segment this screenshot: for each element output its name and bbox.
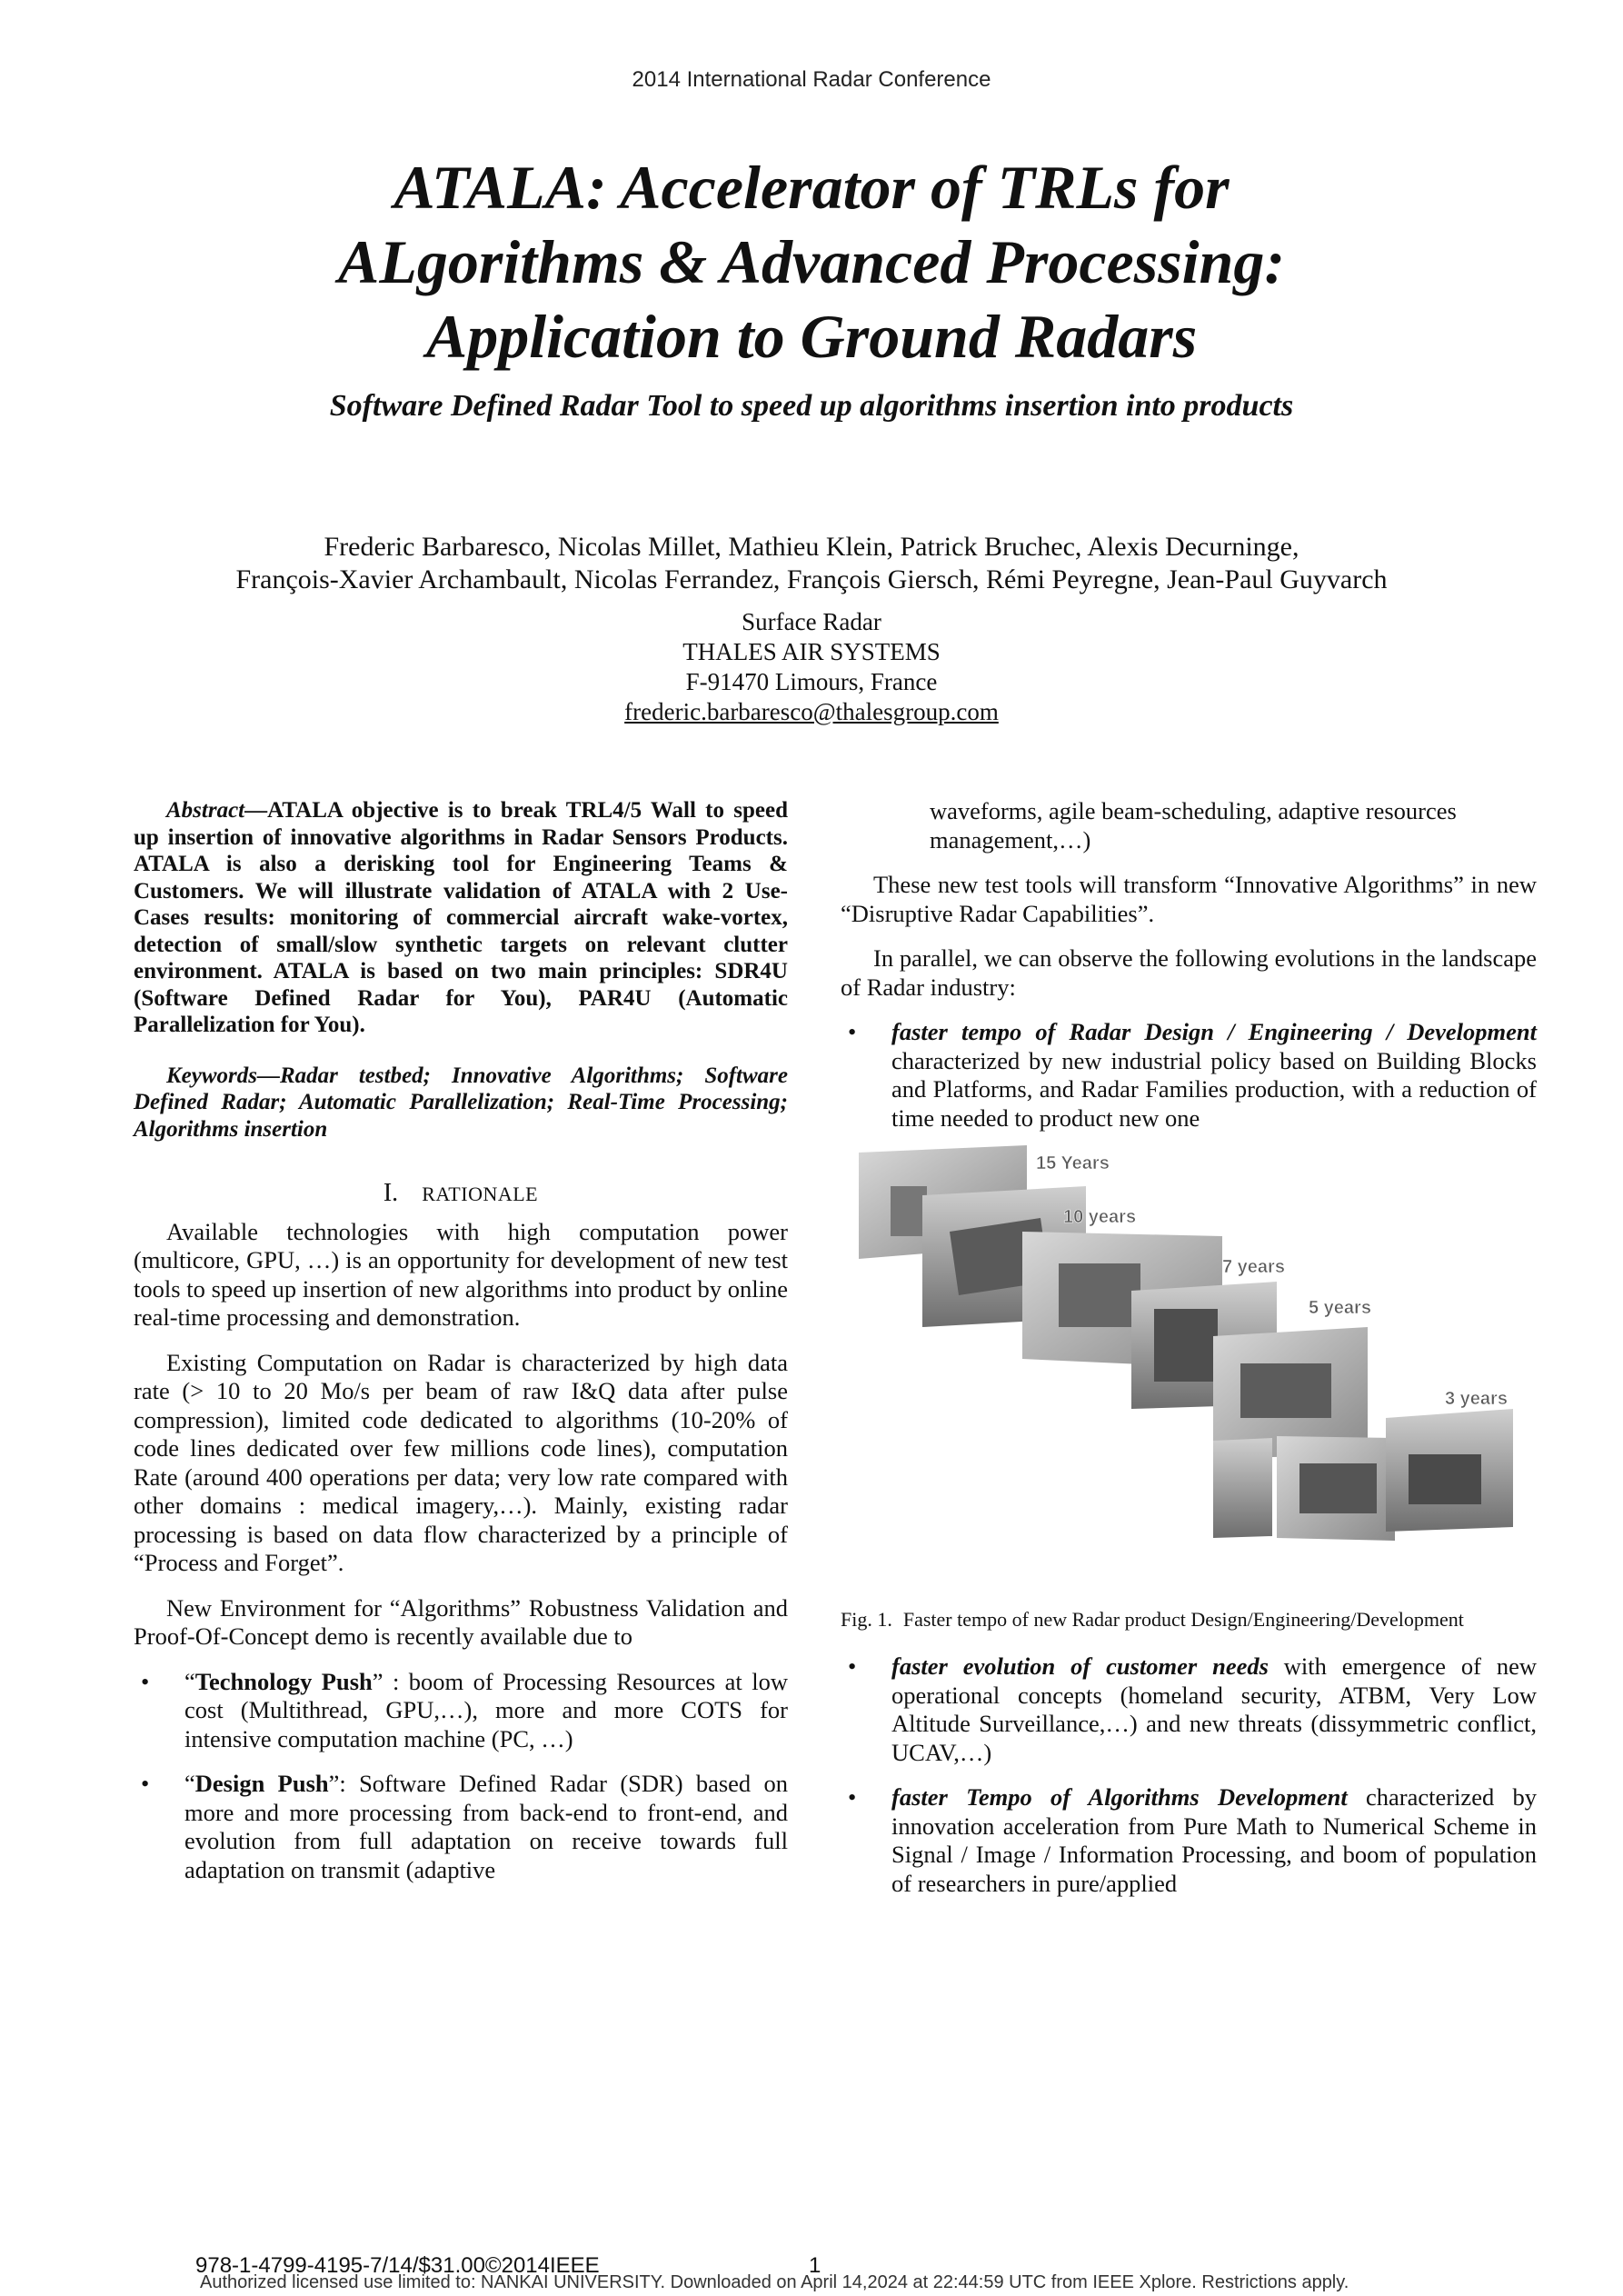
bullet-term: Technology Push bbox=[194, 1667, 373, 1695]
author-email-link[interactable]: frederic.barbaresco@thalesgroup.com bbox=[624, 698, 999, 725]
figure-caption-text: Faster tempo of new Radar product Design/Engineering/Development bbox=[902, 1608, 1464, 1631]
author-line: Frederic Barbaresco, Nicolas Millet, Mathieu Klein, Patrick Bruchec, Alexis Decurninge, bbox=[324, 532, 1299, 562]
license-notice: Authorized licensed use limited to: NANKAI UNIVERSITY. Downloaded on April 14,2024 at 22:44:59 UTC from IEEE Xplore. Restrictions apply. bbox=[200, 2272, 1349, 2292]
authors bbox=[0, 531, 1623, 596]
affiliation-org: THALES AIR SYSTEMS bbox=[682, 638, 941, 665]
figure-radar-timeline bbox=[841, 1145, 1537, 1591]
year-label: 3 years bbox=[1445, 1389, 1508, 1409]
page-number: 1 bbox=[809, 2253, 821, 2278]
title-line: ALgorithms & Advanced Processing: bbox=[337, 227, 1286, 296]
affiliation-dept: Surface Radar bbox=[742, 608, 881, 635]
paper-subtitle: Software Defined Radar Tool to speed up algorithms insertion into products bbox=[329, 389, 1294, 423]
bullet-text: characterized by innovation acceleration from Pure Math to Numerical Scheme in Signal / Image / Information Processing, and boom of population of researchers in pure/applied bbox=[891, 1783, 1537, 1897]
year-label: 7 years bbox=[1222, 1257, 1285, 1277]
year-label: 15 Years bbox=[1036, 1153, 1110, 1173]
keywords-text: —Radar testbed; Innovative Algorithms; Software Defined Radar; Automatic Parallelization; Real-Time Processing; Algorithms insertion bbox=[134, 1063, 788, 1142]
author-line: François-Xavier Archambault, Nicolas Ferrandez, François Giersch, Rémi Peyregne, Jean-Paul Guyvarch bbox=[235, 564, 1388, 594]
radar-photo bbox=[1213, 1436, 1395, 1541]
section-title: RATIONALE bbox=[422, 1183, 539, 1205]
bullet-dot-icon: • bbox=[848, 1652, 857, 1680]
bullet-dot-icon: • bbox=[141, 1770, 150, 1797]
keywords bbox=[134, 1063, 788, 1143]
bullet-dot-icon: • bbox=[848, 1018, 857, 1045]
bullet-continuation: waveforms, agile beam-scheduling, adaptive resources management,…) bbox=[930, 797, 1457, 854]
bullet-text: : Software Defined Radar (SDR) based on more and more processing from back-end to front-end, and evolution from full adaptation on receive towards full adaptation on transmit (adaptive bbox=[184, 1770, 788, 1883]
bullet-text: with emergence of new operational concepts (homeland security, ATBM, Very Low Altitude Surveillance,…) and new threats (dissymmetric conflict, UCAV,…) bbox=[891, 1652, 1537, 1766]
quote-open: “ bbox=[184, 1770, 195, 1797]
section-heading bbox=[134, 1179, 788, 1209]
bullet-item bbox=[841, 1783, 1537, 1898]
figure-label: Fig. 1. bbox=[841, 1608, 892, 1631]
radar-photo bbox=[1386, 1409, 1513, 1532]
affiliation-address: F-91470 Limours, France bbox=[685, 668, 938, 695]
conference-header: 2014 International Radar Conference bbox=[632, 67, 991, 92]
bullet-item bbox=[841, 1018, 1537, 1133]
quote-close: ” bbox=[372, 1667, 383, 1695]
radar-photo-collage bbox=[841, 1145, 1537, 1591]
bullet-term: Design Push bbox=[194, 1770, 329, 1797]
quote-close: ” bbox=[328, 1770, 340, 1797]
right-column bbox=[841, 797, 1537, 1898]
bullet-text: characterized by new industrial policy based on Building Blocks and Platforms, and Radar Families production, with a reduction of time needed to product new one bbox=[891, 1046, 1537, 1132]
bullet-item bbox=[841, 1652, 1537, 1767]
abstract-text: —ATALA objective is to break TRL4/5 Wall to speed up insertion of innovative algorithms in Radar Sensors Products. ATALA is also a derisking tool for Engineering Teams & Customers. We will illustrate validation of ATALA with 2 Use-Cases results: monitoring of commercial aircraft wake-vortex, detection of small/slow synthetic targets on relevant clutter environment. ATALA is based on two main principles: SDR4U (Software Defined Radar for You), PAR4U (Automatic Parallelization for You). bbox=[134, 798, 788, 1037]
bullet-term: faster Tempo of Algorithms Development bbox=[891, 1783, 1348, 1811]
bullet-term: faster tempo of Radar Design / Engineering / Development bbox=[891, 1018, 1537, 1045]
figure-caption bbox=[841, 1607, 1537, 1632]
abstract-label: Abstract bbox=[166, 798, 245, 823]
year-label: 5 years bbox=[1309, 1298, 1371, 1318]
year-label: 10 years bbox=[1063, 1207, 1137, 1227]
paper-title bbox=[0, 150, 1623, 374]
section-number: I. bbox=[383, 1179, 399, 1207]
title-line: Application to Ground Radars bbox=[425, 302, 1198, 371]
left-column bbox=[134, 797, 788, 1884]
abstract bbox=[134, 797, 788, 1039]
bullet-text: : boom of Processing Resources at low cost (Multithread, GPU,…), more and more COTS for intensive computation machine (PC, …) bbox=[184, 1667, 788, 1752]
quote-open: “ bbox=[184, 1667, 195, 1695]
bullet-term: faster evolution of customer needs bbox=[891, 1652, 1269, 1680]
bullet-item bbox=[134, 1770, 788, 1884]
affiliation bbox=[0, 607, 1623, 727]
bullet-dot-icon: • bbox=[848, 1783, 857, 1811]
title-line: ATALA: Accelerator of TRLs for bbox=[393, 153, 1230, 222]
body-paragraph: Available technologies with high computation power (multicore, GPU, …) is an opportunity for development of new test tools to speed up insertion of new algorithms into product by online real-time processing and demonstration. bbox=[134, 1217, 788, 1331]
keywords-label: Keywords bbox=[166, 1063, 257, 1088]
footer-identifier: 978-1-4799-4195-7/14/$31.00©2014IEEE bbox=[195, 2253, 600, 2278]
bullet-item bbox=[134, 1668, 788, 1754]
body-paragraph: Existing Computation on Radar is characterized by high data rate (> 10 to 20 Mo/s per beam of raw I&Q data after pulse compression), limited code dedicated to algorithms (10-20% of code lines dedicated over few millions code lines), computation Rate (around 400 operations per data; very low rate compared with other domains : medical imagery,…). Mainly, existing radar processing is based on data flow characterized by a principle of “Process and Forget”. bbox=[134, 1348, 788, 1576]
body-paragraph: New Environment for “Algorithms” Robustness Validation and Proof-Of-Concept demo is recently available due to bbox=[134, 1593, 788, 1650]
body-paragraph: In parallel, we can observe the following evolutions in the landscape of Radar industry: bbox=[841, 944, 1537, 1001]
body-paragraph: These new test tools will transform “Innovative Algorithms” in new “Disruptive Radar Capabilities”. bbox=[841, 871, 1537, 927]
bullet-dot-icon: • bbox=[141, 1667, 150, 1695]
